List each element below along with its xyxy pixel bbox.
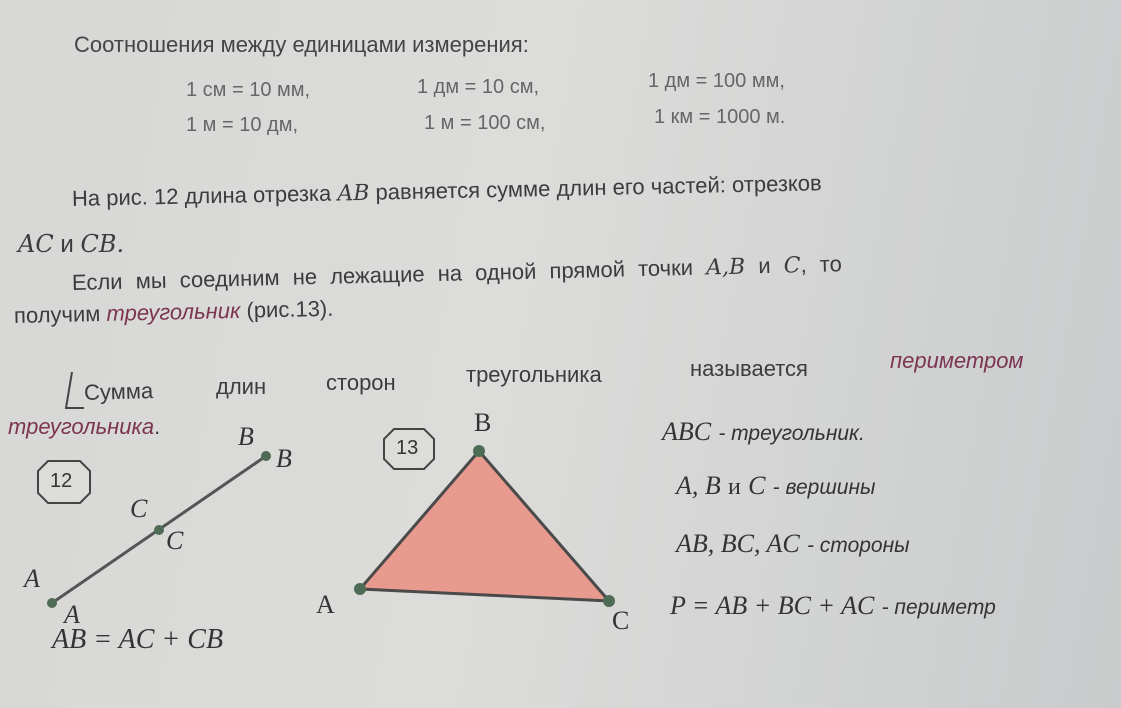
p3-word-storon: сторон [326, 370, 396, 395]
triangle-abc [360, 451, 609, 601]
unit-m-dm: 1 м = 10 дм, [186, 114, 299, 136]
def-vertices-and: и [728, 474, 741, 500]
point-b-fig13 [473, 445, 485, 457]
def-sides [676, 528, 910, 559]
def-perimeter [670, 590, 996, 621]
def-vertices-word: - вершины [772, 476, 876, 499]
p2-ref: (рис.13). [246, 295, 334, 323]
p1-and: и [60, 231, 74, 258]
fig13-label-a: A [316, 590, 335, 619]
p1-text-end: равняется сумме длин его частей: отрезков [375, 170, 822, 205]
unit-km-m: 1 км = 1000 м. [654, 106, 786, 128]
perimeter-definition-line2 [8, 414, 160, 440]
unit-dm-cm: 1 дм = 10 см, [417, 76, 540, 98]
p3-word-treugolnika: треугольника [466, 362, 602, 387]
bracket-mark [66, 372, 84, 408]
p1-cb: CB. [80, 230, 125, 258]
p3-word-dlin: длин [216, 374, 267, 399]
p3-term-perimeter: периметром [890, 348, 1024, 373]
p3-term-triangle: треугольника [8, 414, 155, 439]
paragraph-segment-line2 [18, 230, 124, 259]
fig13-label-c: C [612, 606, 630, 635]
p2-points: A,B [705, 254, 746, 281]
p2-triangle-term: треугольник [106, 297, 241, 326]
def-perimeter-word: - периметр [881, 596, 996, 619]
p2-and: и [757, 252, 771, 279]
def-vertices-ab: A, B [676, 471, 721, 500]
badge-13-label: 13 [396, 437, 419, 459]
fig12-label-a: A [64, 600, 80, 629]
fig13-label-b: B [474, 408, 492, 437]
def-sides-word: - стороны [806, 534, 910, 557]
point-a-fig13 [354, 583, 366, 595]
def-vertices-c: C [748, 471, 766, 500]
p3-word-nazyvaetsya: называется [690, 356, 808, 381]
unit-m-cm: 1 м = 100 см, [424, 112, 546, 134]
p1-ab: AB [337, 180, 370, 207]
p3-dot: . [154, 414, 161, 439]
p3-word-summa: Сумма [83, 378, 154, 405]
p1-ac: AC [18, 230, 54, 258]
fig12-label-c-top: C [130, 494, 148, 523]
fig12-label-c: C [166, 526, 184, 555]
badge-12-label: 12 [50, 470, 73, 492]
point-c-fig12 [154, 525, 164, 535]
units-heading: Соотношения между единицами измерения: [74, 32, 529, 57]
def-sides-math: AB, BC, AC [676, 529, 800, 558]
p2-text-start: Если мы соединим не лежащие на одной прямой точки [71, 254, 694, 295]
p2-c: C [783, 253, 801, 279]
point-b-fig12 [261, 451, 271, 461]
def-triangle [662, 416, 865, 447]
unit-dm-mm: 1 дм = 100 мм, [648, 70, 785, 92]
def-perimeter-math: P = AB + BC + AC [670, 591, 875, 620]
fig12-label-b: B [276, 444, 292, 473]
point-a-fig12 [47, 598, 57, 608]
unit-cm-mm: 1 см = 10 мм, [186, 79, 311, 101]
def-triangle-word: - треугольник. [718, 422, 865, 445]
fig12-label-b-top: B [238, 422, 254, 451]
fig12-label-a-top: A [24, 564, 40, 593]
perimeter-definition-line1 [84, 378, 154, 406]
fig12-formula: AB = AC + CB [52, 624, 224, 655]
def-triangle-math: ABC [662, 417, 712, 446]
p2-to: , то [800, 251, 843, 278]
p2-line2-start: получим [13, 301, 101, 328]
def-vertices [676, 470, 875, 501]
p1-text-start: На рис. 12 длина отрезка [71, 180, 332, 211]
